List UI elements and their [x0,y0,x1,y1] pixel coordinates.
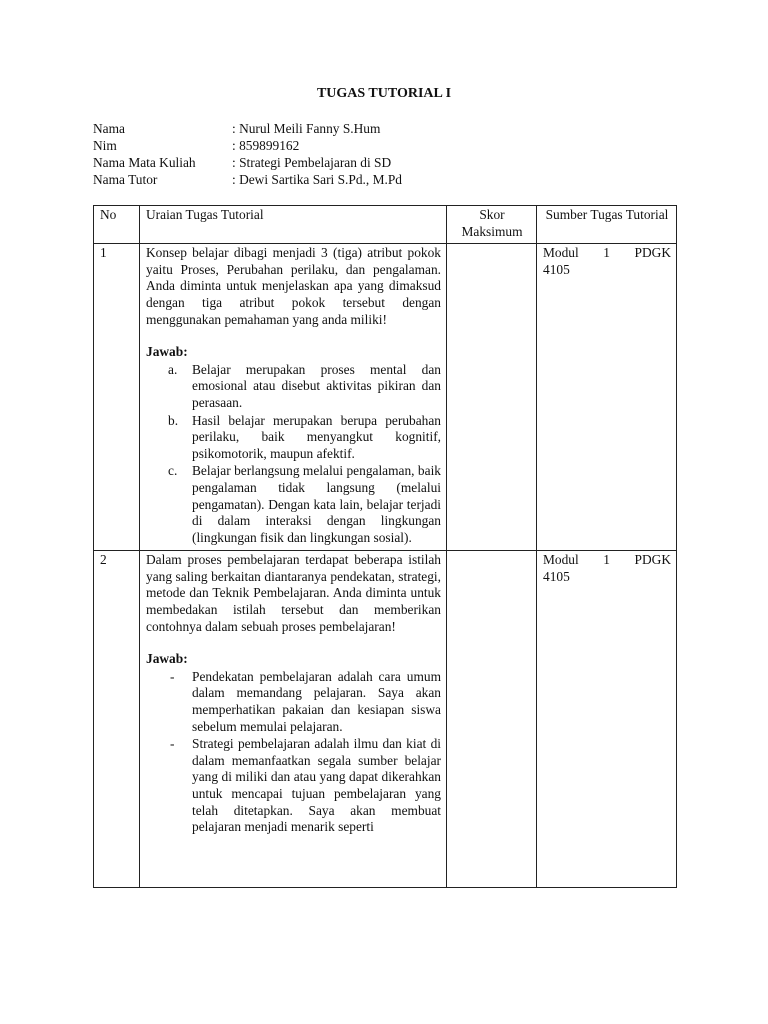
list-item [146,413,441,463]
header-no: No [94,206,140,244]
jawab-label: Jawab: [146,344,188,360]
list-item [146,463,441,546]
table-row [94,244,677,551]
row-skor [447,551,537,888]
info-row-mata-kuliah [93,155,402,172]
info-row-nim [93,138,402,155]
student-info [93,121,402,189]
info-row-tutor [93,172,402,189]
source-line: 4105 [543,568,570,584]
info-row-nama [93,121,402,138]
answer-text: Hasil belajar merupakan berupa perubahan perilaku, baik menyangkut kognitif, psikomotorik, maupun afektif. [192,412,441,461]
info-label: Nim [93,138,117,153]
info-label: Nama [93,121,125,136]
source-line: Modul 1 PDGK [543,245,671,261]
answer-text: Belajar merupakan proses mental dan emosional atau disebut aktivitas pikiran dan perasaan. [192,361,441,410]
list-marker: b. [168,412,179,428]
list-item [146,669,441,735]
list-item [146,362,441,412]
info-value: : Nurul Meili Fanny S.Hum [232,121,381,136]
document-title: TUGAS TUTORIAL I [316,86,452,101]
header-skor: Skor Maksimum [447,206,537,244]
question-text: Dalam proses pembelajaran terdapat beberapa istilah yang saling berkaitan diantaranya pendekatan, strategi, metode dan Teknik Pembelajaran. Anda diminta untuk membedakan istilah tersebut dan memberikan contohnya dalam sebuah proses pembelajaran! [146,552,441,634]
list-item [146,736,441,836]
list-marker: c. [168,463,178,479]
row-content [140,244,447,551]
answer-list [146,669,441,836]
info-value: : 859899162 [232,138,300,153]
jawab-label: Jawab: [146,651,188,667]
row-number: 1 [94,244,140,551]
list-marker: a. [168,361,178,377]
table-header-row [94,206,677,244]
answer-text: Strategi pembelajaran adalah ilmu dan kiat di dalam memanfaatkan segala sumber belajar yang di miliki dan atau yang dapat dikerahkan untuk mencapai tujuan pembelajaran yang telah ditetapkan. Saya akan membuat pelajaran menjadi menarik seperti [192,736,441,835]
source-line: Modul 1 PDGK [543,552,671,568]
row-source [537,551,677,888]
info-label: Nama Tutor [93,172,158,187]
answer-list [146,362,441,547]
list-marker: - [170,736,175,752]
row-content [140,551,447,888]
info-value: : Dewi Sartika Sari S.Pd., M.Pd [232,172,402,187]
question-text: Konsep belajar dibagi menjadi 3 (tiga) atribut pokok yaitu Proses, Perubahan perilaku, dan pengalaman. Anda diminta untuk menjelaskan apa yang dimaksud dengan tiga atribut pokok tersebut dengan menggunakan pemahaman yang anda miliki! [146,245,441,327]
answer-text: Belajar berlangsung melalui pengalaman, baik pengalaman tidak langsung (melalui pengamatan). Dengan kata lain, belajar terjadi di dalam interaksi dengan lingkungan (lingkungan fisik dan lingkungan sosial). [192,463,441,545]
tutorial-table [93,205,677,888]
table-row [94,551,677,888]
info-value: : Strategi Pembelajaran di SD [232,155,392,170]
row-skor [447,244,537,551]
row-number: 2 [94,551,140,888]
answer-text: Pendekatan pembelajaran adalah cara umum dalam memandang pelajaran. Saya akan memperhatikan pakaian dan kesiapan siswa sebelum memulai pelajaran. [192,668,441,734]
row-source [537,244,677,551]
info-label: Nama Mata Kuliah [93,155,196,170]
list-marker: - [170,668,175,684]
header-uraian: Uraian Tugas Tutorial [140,206,447,244]
source-line: 4105 [543,261,570,277]
header-sumber: Sumber Tugas Tutorial [537,206,677,244]
